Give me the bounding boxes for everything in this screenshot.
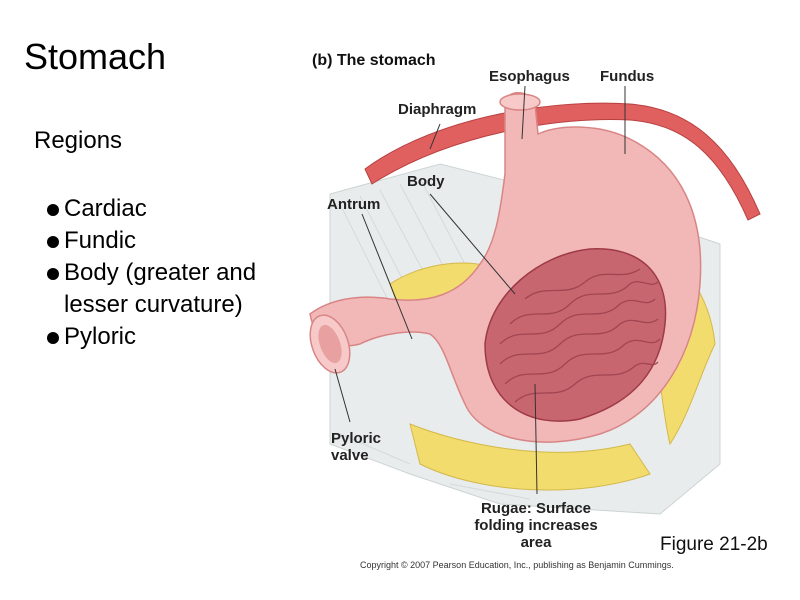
label-antrum: Antrum: [327, 196, 381, 213]
label-esophagus: Esophagus: [489, 68, 570, 85]
figure-heading: (b) The stomach: [312, 52, 436, 69]
figure-number: Figure 21-2b: [660, 534, 768, 555]
list-item-continuation: lesser curvature): [64, 291, 243, 318]
bullet-icon: [47, 236, 59, 248]
list-item-cardiac: [46, 193, 256, 225]
list-item-pyloric: [46, 321, 256, 353]
list-item-label: Body (greater and: [64, 259, 257, 286]
list-item-fundic: [46, 225, 256, 257]
label-rugae-line2: folding increases: [474, 517, 598, 534]
slide-title: Stomach: [24, 36, 167, 77]
label-rugae-line1: Rugae: Surface: [480, 500, 592, 517]
copyright-notice: Copyright © 2007 Pearson Education, Inc., publishing as Benjamin Cummings.: [360, 560, 674, 570]
bullet-icon: [47, 332, 59, 344]
list-item-label: Cardiac: [64, 195, 147, 222]
stomach-figure: [300, 44, 800, 584]
list-item-body: [46, 257, 256, 321]
list-item-label: Pyloric: [64, 323, 137, 350]
label-diaphragm: Diaphragm: [398, 101, 477, 118]
esophagus-opening: [500, 94, 540, 110]
label-fundus: Fundus: [600, 68, 655, 85]
label-pyloric-valve: [331, 430, 381, 464]
slide-subtitle: Regions: [34, 127, 123, 154]
label-pyloric-line1: Pyloric: [331, 430, 382, 447]
label-pyloric-line2: valve: [331, 447, 369, 464]
list-item-label: Fundic: [64, 227, 137, 254]
label-rugae: [465, 500, 607, 551]
label-rugae-line3: area: [520, 534, 552, 551]
bullet-icon: [47, 204, 59, 216]
bullet-icon: [47, 268, 59, 280]
label-body: Body: [407, 173, 445, 190]
regions-list: [46, 193, 256, 353]
